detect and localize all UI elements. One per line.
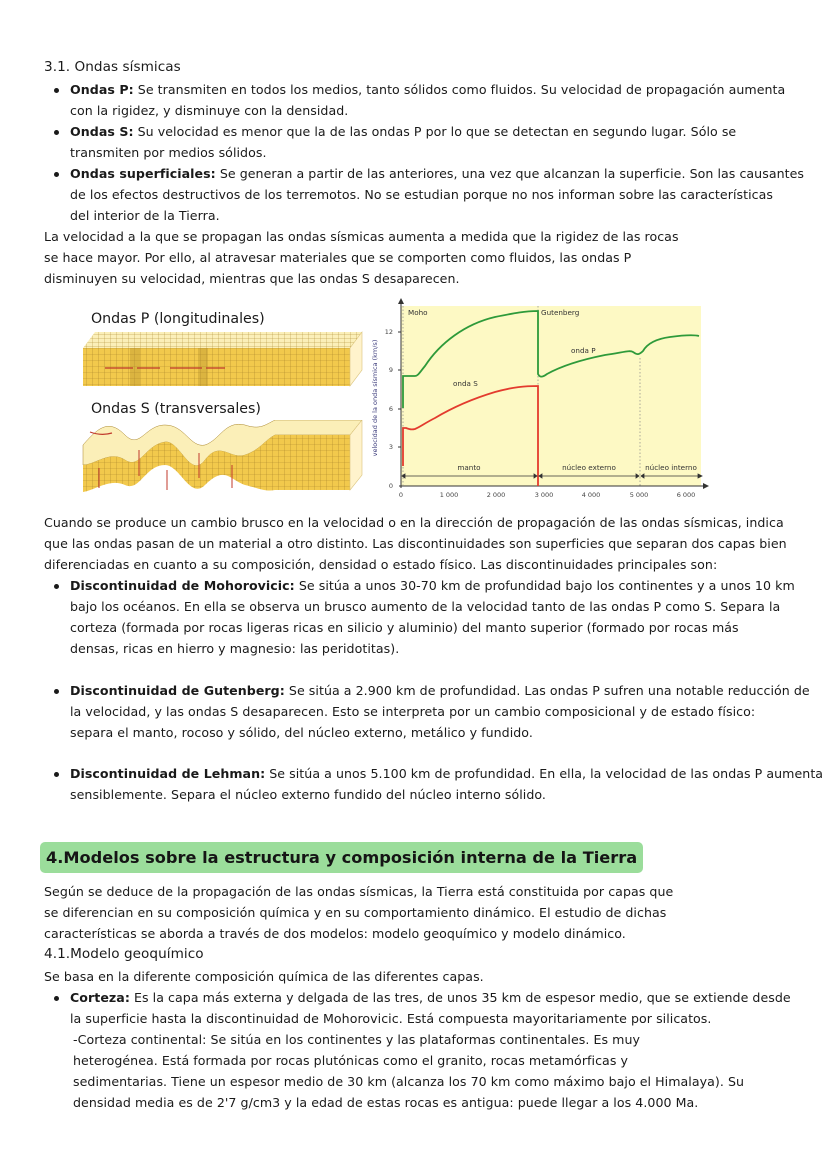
bullet-ondas-p: Ondas P: Se transmiten en todos los medios, tanto sólidos como fluidos. Su velocidad de propagación aumenta	[70, 82, 786, 97]
chart-plot-area	[401, 306, 701, 486]
section-heading-3-1: 3.1. Ondas sísmicas	[44, 59, 181, 75]
term-lehman: Discontinuidad de Lehman:	[70, 766, 266, 781]
text-line: separa el manto, rocoso y sólido, del núcleo externo, metálico y fundido.	[70, 725, 533, 740]
region-nucleo-interno: núcleo interno	[645, 463, 697, 472]
paragraph-line: se hace mayor. Por ello, al atravesar materiales que se comporten como fluidos, las ondas P	[44, 250, 632, 265]
bullet-ondas-s: Ondas S: Su velocidad es menor que la de las ondas P por lo que se detectan en segundo lugar. Sólo se	[70, 124, 737, 139]
bullet-gutenberg: Discontinuidad de Gutenberg: Se sitúa a 2.900 km de profundidad. Las ondas P sufren una notable reducción de	[70, 683, 810, 698]
y-ticks	[385, 328, 401, 490]
bullet-icon	[54, 130, 59, 135]
bullet-mohorovicic: Discontinuidad de Mohorovicic: Se sitúa a unos 30-70 km de profundidad bajo los continentes y a unos 10 km	[70, 578, 795, 593]
bullet-ondas-superficiales: Ondas superficiales: Se generan a partir de las anteriores, una vez que alcanzan la superficie. Son las causantes	[70, 166, 805, 181]
text-line: sensiblemente. Separa el núcleo externo fundido del núcleo interno sólido.	[70, 787, 546, 802]
svg-text:5 000: 5 000	[629, 491, 649, 499]
term-ondas-superficiales: Ondas superficiales:	[70, 166, 216, 181]
paragraph-line: Según se deduce de la propagación de las ondas sísmicas, la Tierra está constituida por capas que	[44, 884, 674, 899]
bullet-icon	[54, 172, 59, 177]
paragraph-line: que las ondas pasan de un material a otro distinto. Las discontinuidades son superficies que separan dos capas bien	[44, 536, 787, 551]
paragraph-line: La velocidad a la que se propagan las ondas sísmicas aumenta a medida que la rigidez de las rocas	[44, 229, 679, 244]
bullet-icon	[54, 88, 59, 93]
onda-p-label: onda P	[571, 346, 596, 355]
paragraph-line: disminuyen su velocidad, mientras que las ondas S desaparecen.	[44, 271, 460, 286]
svg-text:1 000: 1 000	[439, 491, 459, 499]
svg-text:3 000: 3 000	[534, 491, 554, 499]
x-ticks	[399, 491, 695, 499]
svg-text:6: 6	[388, 405, 393, 413]
bullet-icon	[54, 772, 59, 777]
moho-label: Moho	[408, 308, 428, 317]
text-line: con la rigidez, y disminuye con la densidad.	[70, 103, 349, 118]
bullet-corteza: Corteza: Es la capa más externa y delgada de las tres, de unos 35 km de espesor medio, que se extiende desde	[70, 990, 791, 1005]
region-nucleo-externo: núcleo externo	[562, 463, 616, 472]
svg-text:6 000: 6 000	[676, 491, 696, 499]
p-wave-block-illustration	[80, 330, 365, 388]
bullet-lehman: Discontinuidad de Lehman: Se sitúa a unos 5.100 km de profundidad. En ella, la velocidad de las ondas P aumenta	[70, 766, 824, 781]
seismic-velocity-chart	[365, 298, 710, 508]
y-axis-label: velocidad de la onda sísmica (km/s)	[371, 339, 379, 457]
section-4-title: 4.Modelos sobre la estructura y composición interna de la Tierra	[40, 842, 643, 873]
svg-text:2 000: 2 000	[486, 491, 506, 499]
svg-text:12: 12	[384, 328, 393, 336]
text-line: corteza (formada por rocas ligeras ricas en silicio y aluminio) del manto superior (formado por rocas más	[70, 620, 739, 635]
term-ondas-s: Ondas S:	[70, 124, 134, 139]
text-line: de los efectos destructivos de los terremotos. No se estudian porque no nos informan sobre las características	[70, 187, 773, 202]
term-mohorovicic: Discontinuidad de Mohorovicic:	[70, 578, 295, 593]
term-gutenberg: Discontinuidad de Gutenberg:	[70, 683, 285, 698]
text-line: bajo los océanos. En ella se observa un brusco aumento de la velocidad tanto de las ondas P como S. Separa la	[70, 599, 781, 614]
text-line: del interior de la Tierra.	[70, 208, 220, 223]
text-line: -Corteza continental: Se sitúa en los continentes y las plataformas continentales. Es muy	[73, 1032, 641, 1047]
paragraph-line: se diferencian en su composición química y en su comportamiento dinámico. El estudio de dichas	[44, 905, 667, 920]
paragraph-line: diferenciadas en cuanto a su composición, densidad o estado físico. Las discontinuidades principales son:	[44, 557, 718, 572]
text-line: densas, ricas en hierro y magnesio: las peridotitas).	[70, 641, 400, 656]
bullet-icon	[54, 584, 59, 589]
bullet-icon	[54, 689, 59, 694]
text-line: heterogénea. Está formada por rocas plutónicas como el granito, rocas metamórficas y	[73, 1053, 628, 1068]
text-line: sedimentarias. Tiene un espesor medio de 30 km (alcanza los 70 km como máximo bajo el Himalaya). Su	[73, 1074, 745, 1089]
term-ondas-p: Ondas P:	[70, 82, 134, 97]
paragraph-line: Se basa en la diferente composición química de las diferentes capas.	[44, 969, 484, 984]
region-manto: manto	[457, 463, 481, 472]
gutenberg-label: Gutenberg	[541, 308, 580, 317]
p-wave-label: Ondas P (longitudinales)	[91, 311, 265, 327]
svg-text:0: 0	[388, 482, 393, 490]
svg-text:4 000: 4 000	[581, 491, 601, 499]
svg-text:9: 9	[388, 366, 393, 374]
text-line: la superficie hasta la discontinuidad de Mohorovicic. Está compuesta mayoritariamente por silicatos.	[70, 1011, 712, 1026]
onda-s-label: onda S	[453, 379, 478, 388]
svg-text:3: 3	[388, 443, 393, 451]
term-corteza: Corteza:	[70, 990, 130, 1005]
text-line: densidad media es de 2'7 g/cm3 y la edad de estas rocas es antigua: puede llegar a los 4.000 Ma.	[73, 1095, 699, 1110]
svg-text:0: 0	[398, 491, 404, 499]
text-line: la velocidad, y las ondas S desaparecen. Esto se interpreta por un cambio composicional y de estado físico:	[70, 704, 756, 719]
s-wave-label: Ondas S (transversales)	[91, 401, 261, 417]
bullet-icon	[54, 996, 59, 1001]
subheading-4-1: 4.1.Modelo geoquímico	[44, 946, 204, 962]
s-wave-block-illustration	[80, 420, 365, 495]
paragraph-line: características se aborda a través de dos modelos: modelo geoquímico y modelo dinámico.	[44, 926, 626, 941]
paragraph-line: Cuando se produce un cambio brusco en la velocidad o en la dirección de propagación de las ondas sísmicas, indica	[44, 515, 784, 530]
text-line: transmiten por medios sólidos.	[70, 145, 267, 160]
